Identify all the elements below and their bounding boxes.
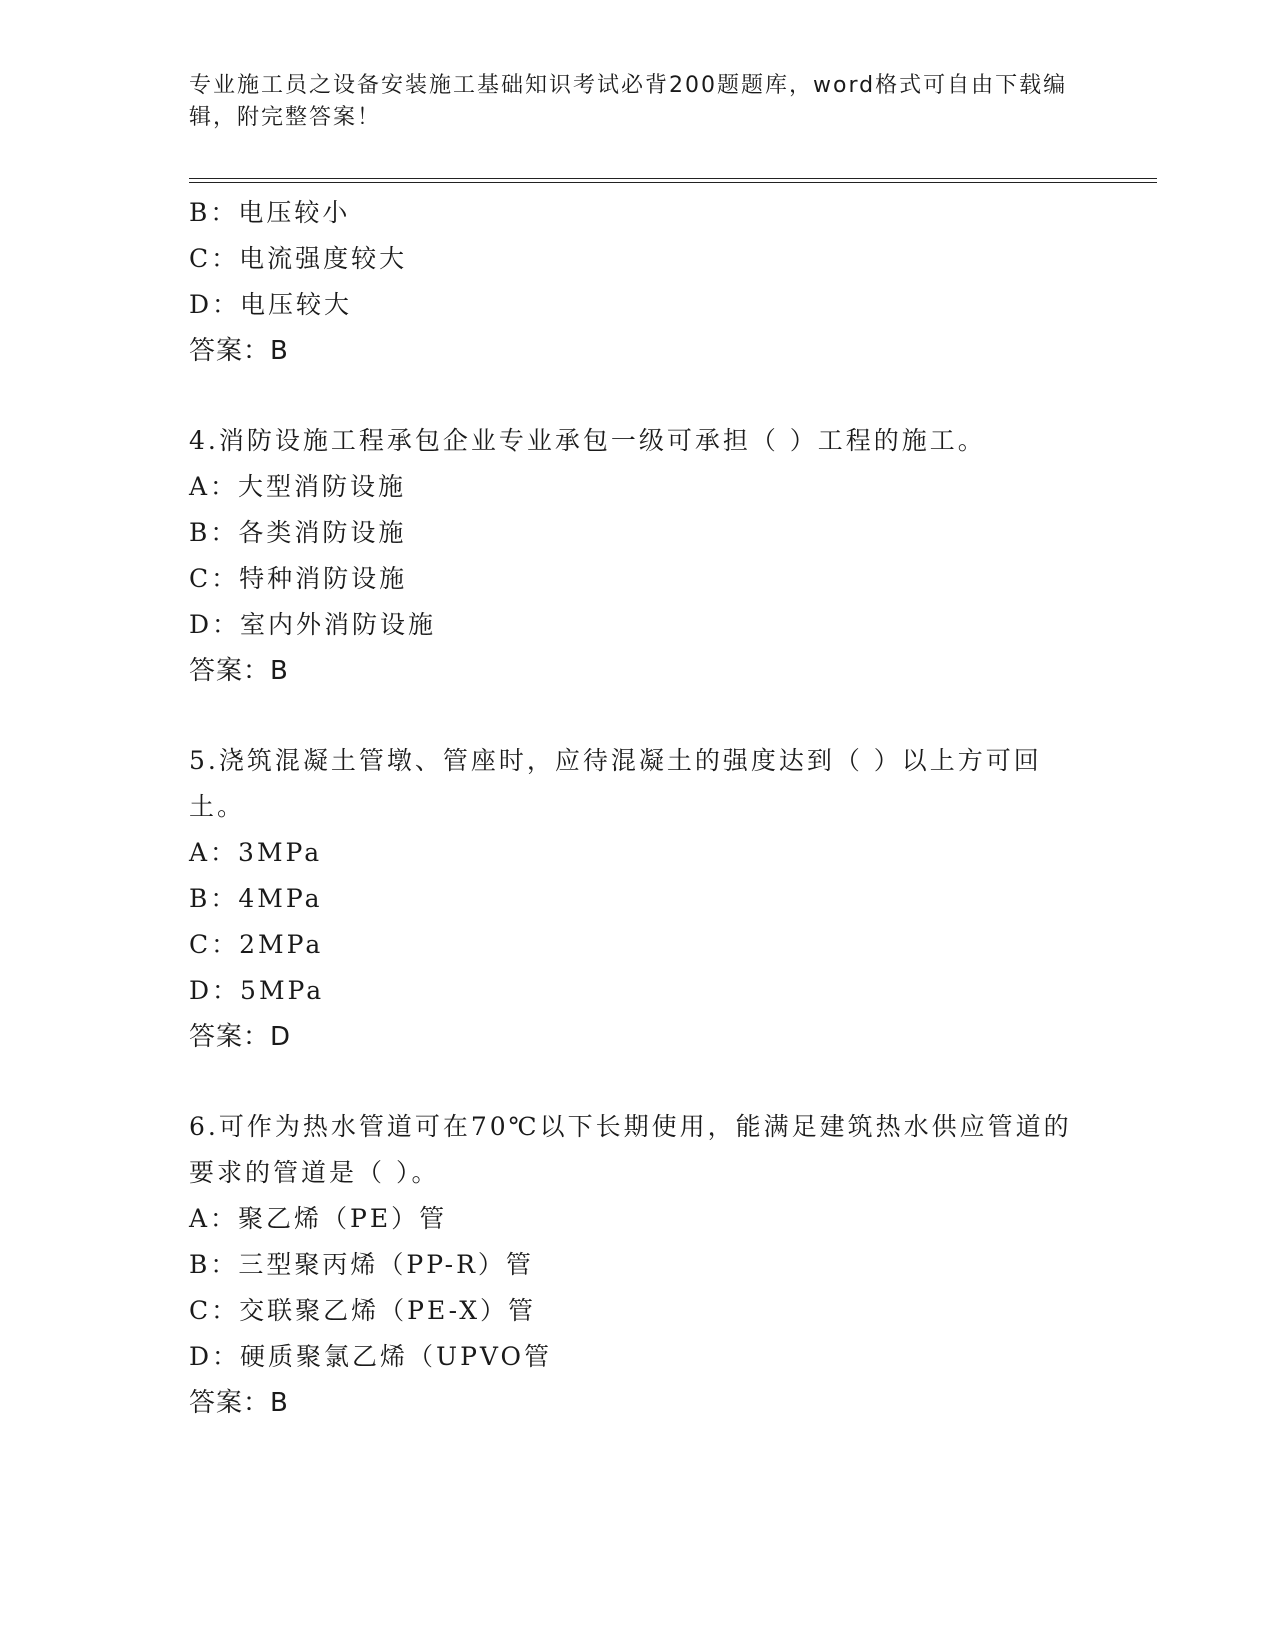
question-list (189, 190, 1089, 1426)
option-a: A：聚乙烯（PE）管 (189, 1204, 448, 1233)
question-block-6 (189, 1104, 1089, 1426)
option-b: B：4MPa (189, 884, 323, 913)
document-header: 专业施工员之设备安装施工基础知识考试必背200题题库，word格式可自由下载编辑，附完整答案！ (189, 73, 1068, 130)
option-d: D：5MPa (189, 976, 325, 1005)
option-c: C：电流强度较大 (189, 244, 408, 273)
option-b: B：各类消防设施 (189, 518, 407, 547)
option-d: D：硬质聚氯乙烯（UPVO管 (189, 1342, 553, 1371)
option-c: C：交联聚乙烯（PE-X）管 (189, 1296, 537, 1325)
option-d: D：电压较大 (189, 290, 353, 319)
question-block-5 (189, 738, 1089, 1060)
question-stem: 4.消防设施工程承包企业专业承包一级可承担（ ）工程的施工。 (189, 426, 986, 455)
question-stem: 6.可作为热水管道可在70℃以下长期使用，能满足建筑热水供应管道的要求的管道是（ ）。 (189, 1112, 1072, 1187)
answer-label: 答案：B (189, 656, 289, 686)
question-stem: 5.浇筑混凝土管墩、管座时，应待混凝土的强度达到（ ）以上方可回土。 (189, 746, 1042, 821)
option-c: C：特种消防设施 (189, 564, 408, 593)
answer-label: 答案：B (189, 1388, 289, 1418)
question-block-4 (189, 418, 1089, 694)
header-divider (189, 178, 1157, 183)
option-a: A：3MPa (189, 838, 323, 867)
option-d: D：室内外消防设施 (189, 610, 437, 639)
answer-label: 答案：B (189, 336, 289, 366)
option-a: A：大型消防设施 (189, 472, 407, 501)
option-b: B：三型聚丙烯（PP-R）管 (189, 1250, 534, 1279)
question-block-3 (189, 190, 1089, 374)
answer-label: 答案：D (189, 1022, 292, 1052)
option-b: B：电压较小 (189, 198, 351, 227)
option-c: C：2MPa (189, 930, 324, 959)
